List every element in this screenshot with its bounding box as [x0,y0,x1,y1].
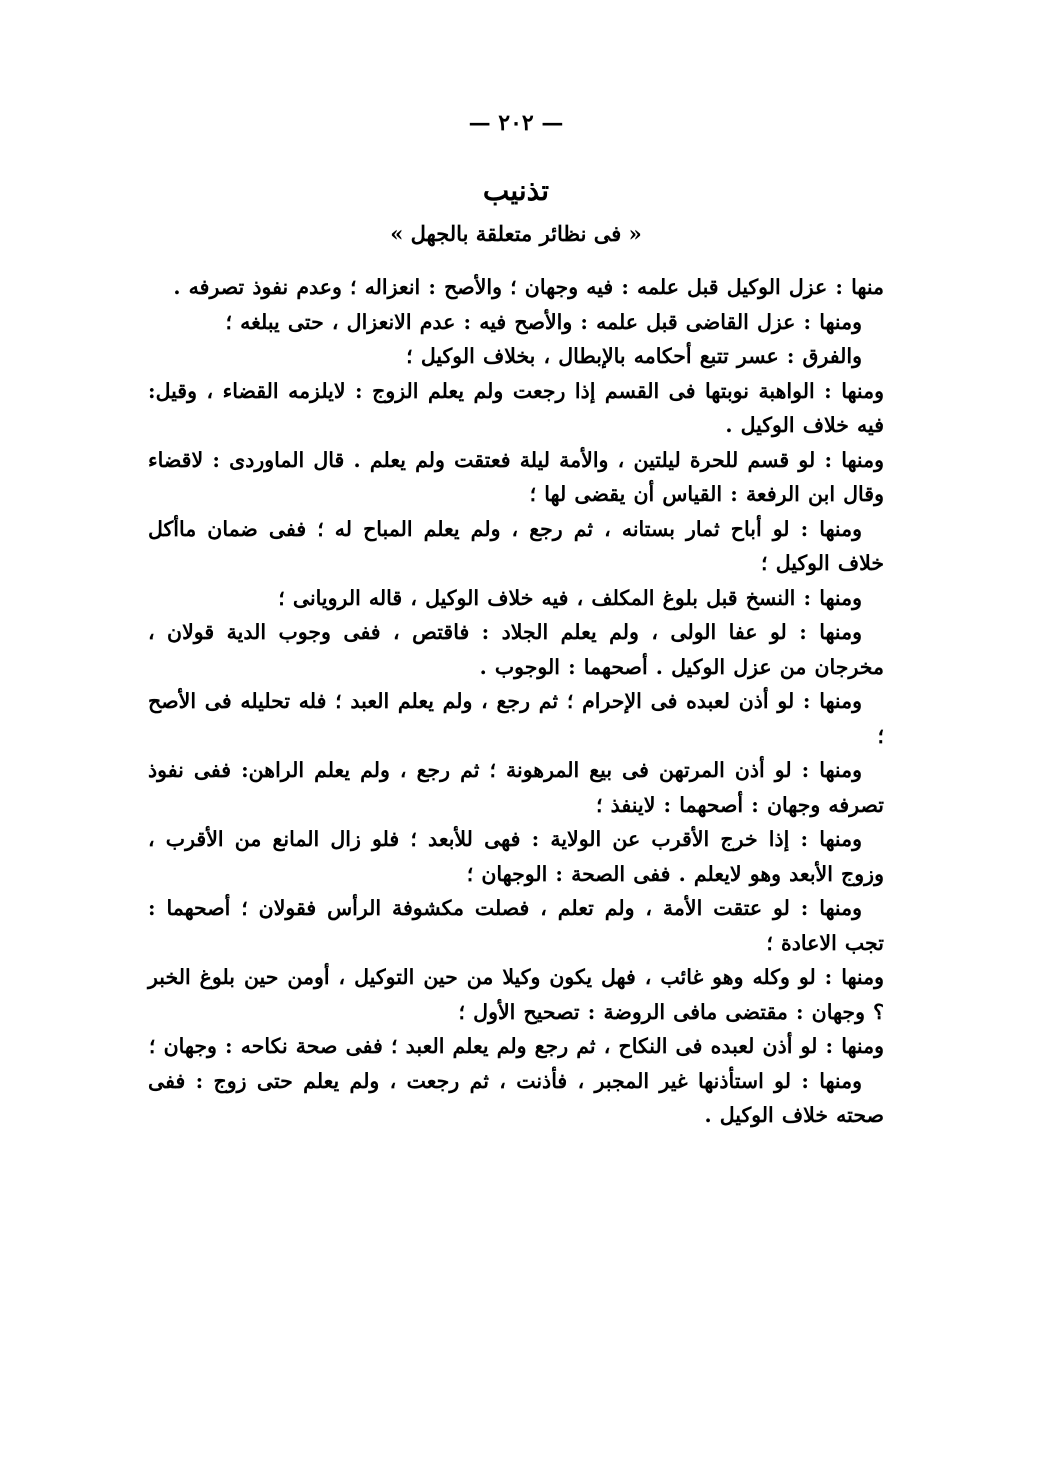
paragraph-list [148,270,884,1133]
paragraph: ومنها : لو أباح ثمار بستانه ، ثم رجع ، ولم يعلم المباح له ؛ ففى ضمان ماأكل خلاف الوكيل ؛ [148,516,884,575]
paragraph: ومنها : لو عتقت الأمة ، ولم تعلم ، فصلت مكشوفة الرأس فقولان ؛ أصحهما : تجب الاعادة ؛ [148,896,884,955]
section-title: تذنيب [482,174,550,207]
paragraph: ومنها : لو قسم للحرة ليلتين ، والأمة ليلة فعتقت ولم يعلم . قال الماوردى : لاقضاء وقال ابن الرفعة : القياس أن يقضى لها ؛ [148,447,884,506]
page-number: — ٢٠٢ — [468,110,564,136]
section-subtitle: « فى نظائر متعلقة بالجهل » [390,221,642,246]
paragraph: ومنها : لو أذن المرتهن فى بيع المرهونة ؛ ثم رجع ، ولم يعلم الراهن: ففى نفوذ تصرفه وجهان : أصحهما : لاينفذ ؛ [148,758,884,817]
document-page [148,110,884,1450]
paragraph: منها : عزل الوكيل قبل علمه : فيه وجهان ؛ والأصح : انعزاله ؛ وعدم نفوذ تصرفه . [173,275,884,299]
paragraph: ومنها : النسخ قبل بلوغ المكلف ، فيه خلاف الوكيل ، قاله الرويانى ؛ [278,585,862,610]
paragraph: ومنها : لو أذن لعبده فى الإحرام ؛ ثم رجع ، ولم يعلم العبد ؛ فله تحليله فى الأصح ؛ [148,689,884,748]
paragraph: والفرق : عسر تتبع أحكامه بالإبطال ، بخلاف الوكيل ؛ [406,344,862,368]
paragraph: ومنها : لو استأذنها غير المجبر ، فأذنت ، ثم رجعت ، ولم يعلم حتى زوج : ففى صحته خلاف الوكيل . [148,1068,884,1127]
paragraph: ومنها : لو أذن لعبده فى النكاح ، ثم رجع ولم يعلم العبد ؛ ففى صحة نكاحه : وجهان ؛ [148,1034,884,1058]
paragraph: ومنها : الواهبة نوبتها فى القسم إذا رجعت ولم يعلم الزوج : لايلزمه القضاء ، وقيل: فيه خلاف الوكيل . [148,378,884,437]
paragraph: ومنها : لو عفا الولى ، ولم يعلم الجلاد : فاقتص ، ففى وجوب الدية قولان ، مخرجان من عزل الوكيل . أصحهما : الوجوب . [148,620,884,679]
paragraph: ومنها : إذا خرج الأقرب عن الولاية : فهى للأبعد ؛ فلو زال المانع من الأقرب ، وزوج الأبعد وهو لايعلم . ففى الصحة : الوجهان ؛ [148,827,884,886]
paragraph: ومنها : عزل القاضى قبل علمه : والأصح فيه : عدم الانعزال ، حتى يبلغه ؛ [225,309,862,334]
paragraph: ومنها : لو وكله وهو غائب ، فهل يكون وكيلا من حين التوكيل ، أومن حين بلوغ الخبر ؟ وجهان : مقتضى مافى الروضة : تصحيح الأول ؛ [148,965,884,1024]
